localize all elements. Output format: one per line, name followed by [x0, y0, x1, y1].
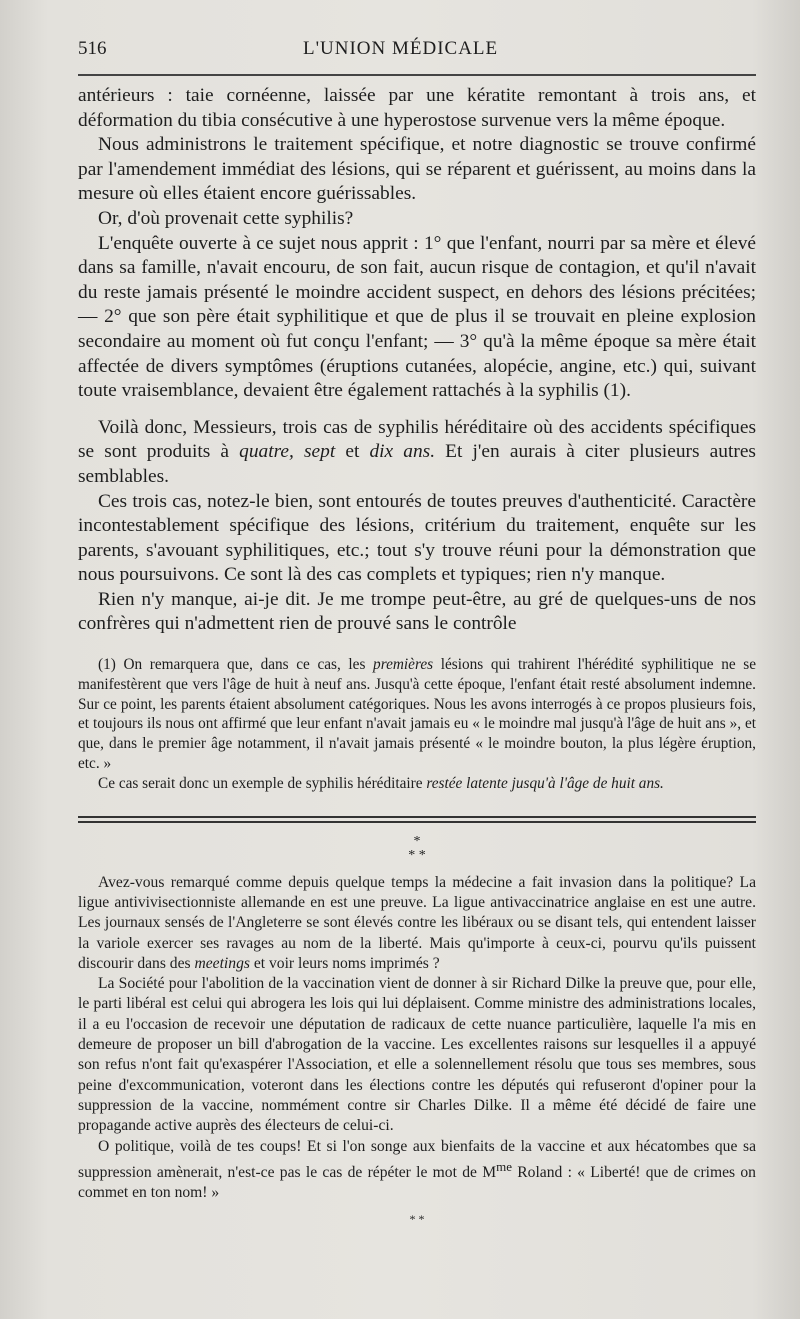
paragraph: Rien n'y manque, ai-je dit. Je me trompe peut-être, au gré de quelques-uns de nos confrères qui n'admettent rien de prouvé sans le contrôle: [78, 588, 756, 635]
paragraph: Ces trois cas, notez-le bien, sont entourés de toutes preuves d'authenticité. Caractère incontestablement spécifique des lésions, critérium du traitement, enquête sur les parents, s'avouant syphilitiques, etc.; tout s'y trouve réuni pour la démonstration que nous poursuivons. Ce sont là des cas complets et typiques; rien n'y manque.: [78, 490, 756, 586]
paragraph: Or, d'où provenait cette syphilis?: [98, 207, 354, 229]
paragraph: Voilà donc, Messieurs, trois cas de syphilis héréditaire où des accidents spécifiques se sont produits à quatre, sept et dix ans. Et j'en aurais à citer plusieurs autres semblables.: [78, 416, 756, 487]
paragraph: L'enquête ouverte à ce sujet nous apprit : 1° que l'enfant, nourri par sa mère et élevé dans sa famille, n'avait encouru, de son fait, aucun risque de contagion, et qu'il n'avait du reste jamais présenté le moindre accident suspect, en dehors des lésions précitées; — 2° que son père était syphilitique et que de plus il se trouvait en pleine explosion secondaire au moment où fut conçu l'enfant; — 3° qu'à la même époque sa mère était affectée de divers symptômes (éruptions cutanées, alopécie, angine, etc.) qui, suivant toute vraisemblance, devaient être également rattachés à la syphilis (1).: [78, 232, 756, 402]
page-number: 516: [78, 38, 107, 59]
footnote-paragraph: (1) On remarquera que, dans ce cas, les premières lésions qui trahirent l'hérédité syphilitique ne se manifestèrent que vers l'âge de huit à neuf ans. Jusqu'à cette époque, l'enfant était resté absolument indemne. Sur ce point, les parents étaient absolument catégoriques. Nous les avons interrogés à ce propos plusieurs fois, et toujours ils nous ont affirmé que leur enfant n'avait jamais eu « le moindre mal jusqu'à l'âge de huit ans », et que, dans le premier âge notamment, il n'avait jamais présenté « le moindre bouton, la plus légère éruption, etc. »: [78, 656, 756, 773]
section-divider: [78, 816, 756, 823]
page-header: [78, 38, 756, 72]
end-stars: * *: [409, 1211, 425, 1226]
running-title: L'UNION MÉDICALE: [303, 38, 499, 59]
main-text: [78, 84, 756, 637]
paragraph: Avez-vous remarqué comme depuis quelque temps la médecine a fait invasion dans la politique? La ligue antivivisectionniste allemande en est une preuve. La ligue antivaccinatrice anglaise en est une autre. Les journaux sensés de l'Angleterre se sont élevés contre les libéraux ou se disant tels, qui entendent laisser la variole exercer ses ravages au nom de la liberté. Mais qu'importe à ceux-ci, pourvu qu'ils puissent discourir dans des meetings et voir leurs noms imprimés ?: [78, 873, 756, 972]
section-stars: * * *: [408, 833, 426, 863]
paragraph: La Société pour l'abolition de la vaccination vient de donner à sir Richard Dilke la preuve que, pour elle, le parti libéral est celui qui abrogera les lois qui lui déplaisent. Comme ministre des administrations locales, il a eu l'occasion de recevoir une députation de radicaux de cette nuance particulière, laquelle l'a mis en demeure de proposer un bill d'abrogation de la vaccine. Les excellentes raisons sur lesquelles il a appuyé son refus n'ont fait qu'exaspérer l'Association, et elle a solennellement résolu que tous ses membres, sous peine d'excommunication, voteront dans les élections contre les députés qui refuseront d'opiner pour la suppression de la vaccine, nommément contre sir Charles Dilke. Il a même été décidé de faire une propagande active auprès des électeurs de celui-ci.: [78, 975, 756, 1135]
paragraph: O politique, voilà de tes coups! Et si l'on songe aux bienfaits de la vaccine et aux hécatombes que sa suppression amènerait, n'est-ce pas le cas de répéter le mot de $M^{me}$ Roland : « Liberté! que de crimes on commet en ton nom! »: [78, 1137, 756, 1202]
header-rule: [78, 74, 756, 76]
chronicle-section: [78, 873, 756, 1204]
footnote-paragraph: Ce cas serait donc un exemple de syphilis héréditaire restée latente jusqu'à l'âge de huit ans.: [98, 774, 664, 792]
paragraph: antérieurs : taie cornéenne, laissée par une kératite remontant à trois ans, et déformation du tibia consécutive à une hyperostose survenue vers la même époque.: [78, 85, 756, 131]
footnote: [78, 655, 756, 794]
paragraph: Nous administrons le traitement spécifique, et notre diagnostic se trouve confirmé par l'amendement immédiat des lésions, qui se réparent et guérissent, au moins dans la mesure où elles étaient encore guérissables.: [78, 134, 756, 205]
